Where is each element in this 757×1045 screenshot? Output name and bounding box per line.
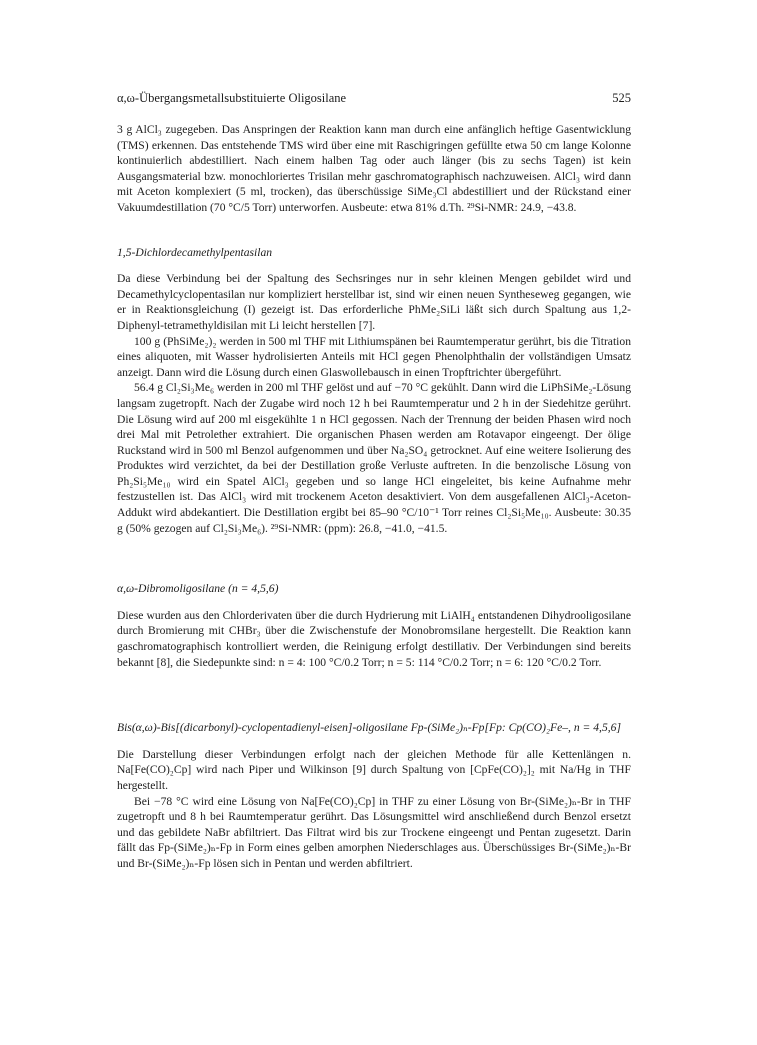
paragraph: Da diese Verbindung bei der Spaltung des Sechsringes nur in sehr kleinen Mengen gebildet wird und Decamethylcyclopentasilan nur kompliziert herstellbar ist, sind wir einen neuen Syntheseweg gegangen, wie er in Reaktionsgleichung (I) gezeigt ist. Das erforderliche PhMe₂SiLi läßt sich durch Spaltung aus 1,2-Diphenyl-tetramethyldisilan mit Li leicht herstellen [7]. xyxy=(117,272,631,332)
paragraph: 56.4 g Cl₂Si₃Me₆ werden in 200 ml THF gelöst und auf −70 °C gekühlt. Dann wird die LiPhSiMe₂-Lösung langsam zugetropft. Nach der Zugabe wird noch 12 h bei Raumtemperatur und 2 h in der Siedehitze gerührt. Die Lösung wird auf 200 ml eisgekühlte 1 n HCl gegossen. Nach der Trennung der beiden Phasen wird noch drei Mal mit Petrolether extrahiert. Die organischen Phasen werden am Rotavapor eingeengt. Der ölige Ruckstand wird in 500 ml Benzol aufgenommen und über Na₂SO₄ getrocknet. Auf eine weitere Isolierung des Produktes wird verzichtet, da bei der Destillation große Verluste auftreten. In die benzolische Lösung von Ph₂Si₅Me₁₀ wird ein Spatel AlCl₃ gegeben und so lange HCl eingeleitet, bis keine Aufnahme mehr festzustellen ist. Das AlCl₃ wird mit trockenem Aceton desaktiviert. Von dem ausgefallenen AlCl₃-Aceton-Addukt wird abdekantiert. Die Destillation ergibt bei 85–90 °C/10⁻¹ Torr reines Cl₂Si₅Me₁₀. Ausbeute: 30.35 g (50% gezogen auf Cl₂Si₃Me₆). ²⁹Si-NMR: (ppm): 26.8, −41.0, −41.5. xyxy=(117,381,631,535)
body-text xyxy=(117,122,631,872)
page-number: 525 xyxy=(612,91,631,105)
paragraph: Bei −78 °C wird eine Lösung von Na[Fe(CO)₂Cp] in THF zu einer Lösung von Br-(SiMe₂)ₙ-Br in THF zugetropft und 8 h bei Raumtemperatur gerührt. Das Lösungsmittel wird anschließend durch Benzol ersetzt und das gebildete NaBr abfiltriert. Das Filtrat wird bis zur Trockene eingeengt und Pentan zugesetzt. Darin fällt das Fp-(SiMe₂)ₙ-Fp in Form eines gelben amorphen Niederschlages aus. Überschüssiges Br-(SiMe₂)ₙ-Br und Br-(SiMe₂)ₙ-Fp lösen sich in Pentan und werden abfiltriert. xyxy=(117,794,631,870)
section-heading-bis-fp-oligosilane: Bis(α,ω)-Bis[(dicarbonyl)-cyclopentadienyl-eisen]-oligosilane Fp-(SiMe₂)ₙ-Fp[Fp: Cp(CO)₂Fe–, n = 4,5,6] xyxy=(117,721,621,735)
paragraph: 100 g (PhSiMe₂)₂ werden in 500 ml THF mit Lithiumspänen bei Raumtemperatur gerührt, bis die Titration eines aliquoten, mit Wasser hydrolisierten Anteils mit HCl gegen Phenolphthalin der vollständigen Umsatz anzeigt. Dann wird die Lösung durch einen Glaswollebausch in einen Tropftrichter übergeführt. xyxy=(117,334,631,379)
running-header xyxy=(117,90,631,106)
running-title: α,ω-Übergangsmetallsubstituierte Oligosilane xyxy=(117,91,347,105)
paragraph: Die Darstellung dieser Verbindungen erfolgt nach der gleichen Methode für alle Kettenlängen n. Na[Fe(CO)₂Cp] wird nach Piper und Wilkinson [9] durch Spaltung von [CpFe(CO)₂]₂ mit Na/Hg in THF hergestellt. xyxy=(117,747,631,792)
section-heading-dibromoligosilane: α,ω-Dibromoligosilane (n = 4,5,6) xyxy=(117,582,279,596)
paragraph: Diese wurden aus den Chlorderivaten über die durch Hydrierung mit LiAlH₄ entstandenen Dihydrooligosilane durch Bromierung mit CHBr₃ über die Zwischenstufe der Monobromsilane hergestellt. Die Reaktion kann gaschromatographisch kontrolliert werden, die Reinigung erfolgt destillativ. Der Verbindungen sind bereits bekannt [8], die Siedepunkte sind: n = 4: 100 °C/0.2 Torr; n = 5: 114 °C/0.2 Torr; n = 6: 120 °C/0.2 Torr. xyxy=(117,608,631,669)
intro-paragraph: 3 g AlCl₃ zugegeben. Das Anspringen der Reaktion kann man durch eine anfänglich heftige Gasentwicklung (TMS) erkennen. Das entstehende TMS wird über eine mit Raschigringen gefüllte etwa 50 cm lange Kolonne kontinuierlich abdestilliert. Nach einem halben Tag oder auch länger (bis zu sechs Tagen) ist kein Ausgangsmaterial bzw. monochloriertes Trisilan mehr gaschromatographisch nachzuweisen. AlCl₃ wird dann mit Aceton komplexiert (5 ml, trocken), das überschüssige SiMe₃Cl abdestilliert und der Rückstand einer Vakuumdestillation (70 °C/5 Torr) unterworfen. Ausbeute: etwa 81% d.Th. ²⁹Si-NMR: 24.9, −43.8. xyxy=(117,123,631,214)
section-heading-dichlordecamethylpentasilan: 1,5-Dichlordecamethylpentasilan xyxy=(117,245,273,259)
